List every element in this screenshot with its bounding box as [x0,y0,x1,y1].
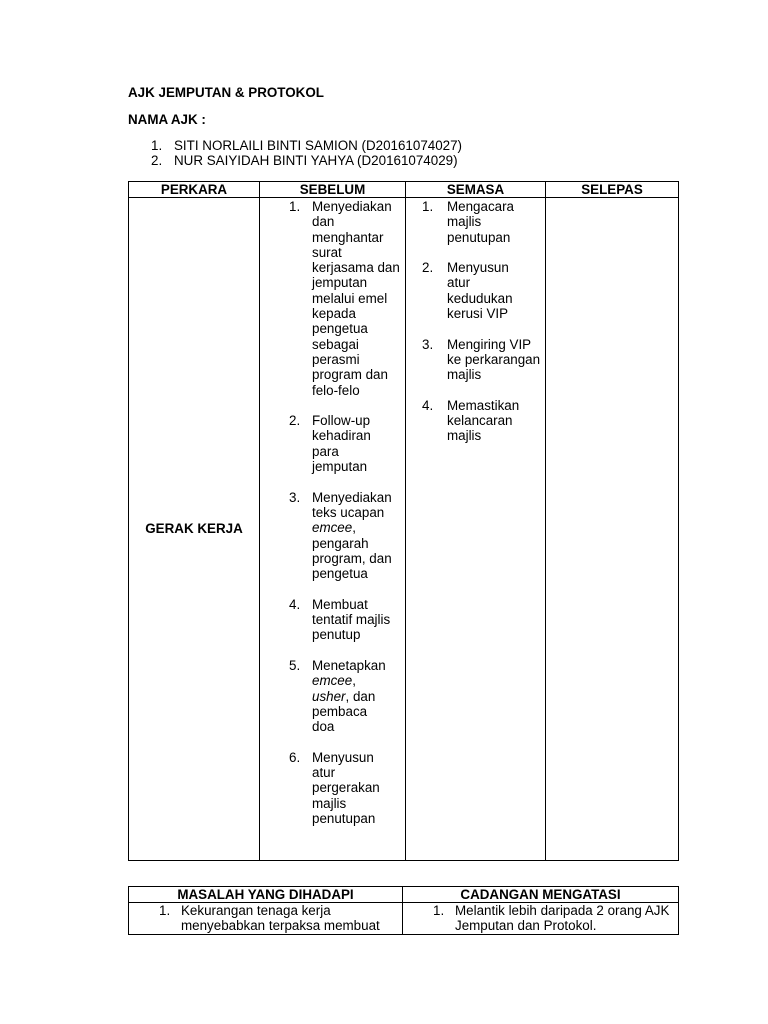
list-item: 6. Menyusun atur pergerakan majlis penutupan [289,749,380,826]
perkara-cell: GERAK KERJA [129,198,260,861]
list-item: 4. Memastikan kelancaran majlis [422,397,520,444]
list-item: 5. Menetapkan emcee, usher, dan pembaca doa [289,657,386,735]
table-row [129,198,679,861]
gerak-kerja-table [128,181,679,861]
member-item: 2. NUR SAIYIDAH BINTI YAHYA (D20161074029) [151,153,458,169]
masalah-cell [129,903,403,935]
list-item: 2. Follow-up kehadiran para jemputan [289,413,371,475]
list-item: 1. Menyediakan dan menghantar surat kerjasama dan jemputan melalui emel kepada pengetua sebagai perasmi program dan felo-felo [289,199,400,398]
list-item: 1. Kekurangan tenaga kerja menyebabkan terpaksa membuat [159,903,380,934]
document-title: AJK JEMPUTAN & PROTOKOL [128,85,324,100]
nama-ajk-label: NAMA AJK : [128,112,206,127]
header-cadangan: CADANGAN MENGATASI [403,887,679,903]
semasa-cell [406,198,546,861]
cadangan-cell [403,903,679,935]
table-row [129,903,679,935]
masalah-list [129,903,402,934]
list-item: 3. Menyediakan teks ucapan emcee, pengarah program, dan pengetua [289,489,392,582]
member-name: SITI NORLAILI BINTI SAMION (D20161074027) [174,138,463,153]
member-name: NUR SAIYIDAH BINTI YAHYA (D20161074029) [174,153,458,169]
member-list [128,138,462,169]
list-item: 2. Menyusun atur kedudukan kerusi VIP [422,260,513,322]
selepas-cell [546,198,679,861]
header-sebelum: SEBELUM [260,182,406,198]
sebelum-cell [260,198,406,861]
cadangan-list [403,903,678,934]
list-item: 1. Melantik lebih daripada 2 orang AJK Jemputan dan Protokol. [433,903,670,934]
list-item: 3. Mengiring VIP ke perkarangan majlis [422,336,541,383]
sebelum-list [260,199,405,826]
header-masalah: MASALAH YANG DIHADAPI [129,887,403,903]
header-perkara: PERKARA [129,182,260,198]
table-header-row [129,182,679,198]
list-item: 1. Mengacara majlis penutupan [422,199,514,245]
member-item: 1. SITI NORLAILI BINTI SAMION (D20161074027) [151,138,463,153]
semasa-list [406,199,545,444]
list-item: 4. Membuat tentatif majlis penutup [289,596,391,643]
masalah-table [128,886,679,935]
header-semasa: SEMASA [406,182,546,198]
table-header-row [129,887,679,903]
header-selepas: SELEPAS [546,182,679,198]
